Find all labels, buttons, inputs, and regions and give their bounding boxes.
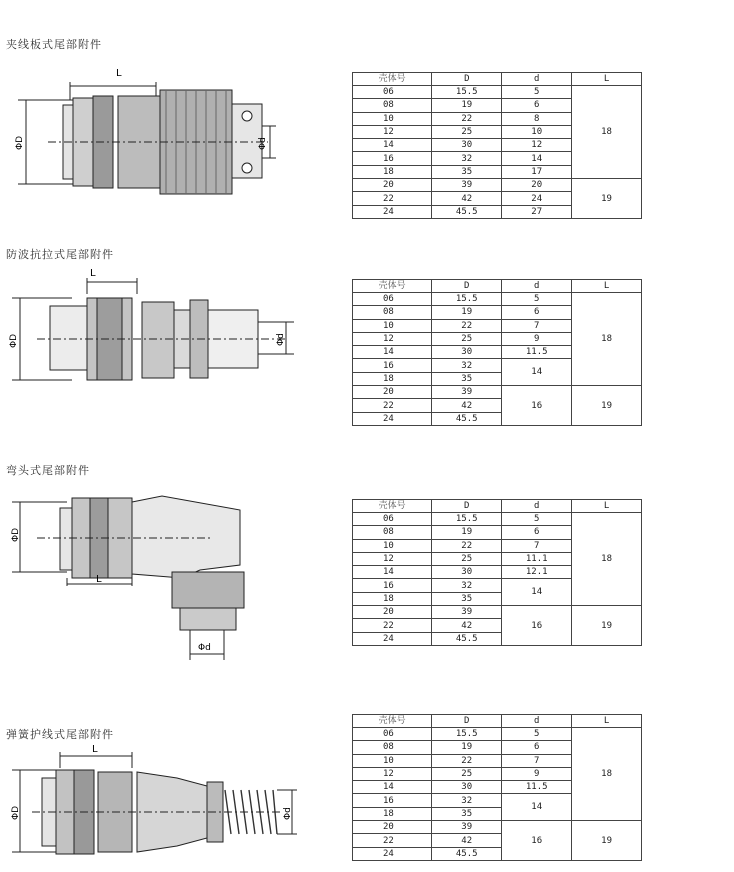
outer-diameter-label: ΦD (15, 135, 25, 150)
table-cell: 14 (502, 359, 572, 386)
table-cell: 10 (353, 539, 432, 552)
length-label: L (96, 574, 102, 585)
table-cell: 6 (502, 741, 572, 754)
section-title-spring: 弹簧护线式尾部附件 (6, 728, 114, 741)
table-cell: 42 (432, 399, 502, 412)
table-cell: 16 (353, 152, 432, 165)
table-cell: 9 (502, 767, 572, 780)
table-cell: 5 (502, 728, 572, 741)
table-cell: 18 (353, 592, 432, 605)
table-cell: 32 (432, 579, 502, 592)
section-title-clamp: 夹线板式尾部附件 (6, 38, 102, 51)
anti-pull-spec-table (352, 279, 642, 426)
table-cell: 06 (353, 513, 432, 526)
table-cell: 24 (353, 632, 432, 645)
table-cell: 18 (353, 372, 432, 385)
table-cell: 16 (353, 794, 432, 807)
table-cell: 24 (353, 205, 432, 218)
column-header: L (572, 500, 642, 513)
table-cell: 35 (432, 592, 502, 605)
table-cell: 7 (502, 539, 572, 552)
table-cell: 5 (502, 86, 572, 99)
table-row (353, 821, 642, 834)
table-cell: 16 (502, 821, 572, 861)
table-cell: 12 (353, 125, 432, 138)
table-cell: 6 (502, 99, 572, 112)
table-cell: 20 (353, 386, 432, 399)
table-cell: 20 (353, 179, 432, 192)
table-header-row (353, 715, 642, 728)
table-cell: 14 (502, 579, 572, 606)
table-cell: 22 (432, 319, 502, 332)
table-cell: 08 (353, 741, 432, 754)
table-cell: 22 (432, 112, 502, 125)
table-row (353, 513, 642, 526)
table-cell: 18 (572, 86, 642, 179)
table-cell: 30 (432, 346, 502, 359)
section-title-anti-pull: 防波抗拉式尾部附件 (6, 248, 114, 261)
table-cell: 24 (502, 192, 572, 205)
table-cell: 35 (432, 165, 502, 178)
table-cell: 42 (432, 192, 502, 205)
table-cell: 45.5 (432, 847, 502, 860)
outer-diameter-label: ΦD (11, 805, 21, 820)
table-cell: 11.5 (502, 781, 572, 794)
table-cell: 14 (353, 566, 432, 579)
table-cell: 06 (353, 86, 432, 99)
table-cell: 10 (502, 125, 572, 138)
table-cell: 25 (432, 332, 502, 345)
table-cell: 18 (353, 807, 432, 820)
table-cell: 19 (572, 821, 642, 861)
column-header: d (502, 715, 572, 728)
spring-guard-connector-diagram (12, 742, 302, 862)
table-cell: 6 (502, 526, 572, 539)
table-cell: 7 (502, 319, 572, 332)
table-cell: 45.5 (432, 205, 502, 218)
table-cell: 42 (432, 619, 502, 632)
table-cell: 8 (502, 112, 572, 125)
table-cell: 42 (432, 834, 502, 847)
table-cell: 14 (353, 781, 432, 794)
table-cell: 19 (572, 386, 642, 426)
clamp-spec-table (352, 72, 642, 219)
table-cell: 22 (432, 754, 502, 767)
inner-diameter-label: Φd (198, 643, 211, 653)
table-cell: 35 (432, 807, 502, 820)
table-row (353, 606, 642, 619)
length-label: L (90, 268, 96, 279)
anti-pull-connector-diagram (9, 266, 297, 386)
table-cell: 16 (353, 359, 432, 372)
table-cell: 39 (432, 386, 502, 399)
column-header: d (502, 500, 572, 513)
outer-diameter-label: ΦD (9, 333, 19, 348)
inner-diameter-label: Φd (276, 333, 286, 346)
column-header: 壳体号 (353, 715, 432, 728)
table-cell: 18 (572, 728, 642, 821)
table-cell: 16 (502, 606, 572, 646)
column-header: D (432, 500, 502, 513)
table-cell: 20 (353, 821, 432, 834)
table-cell: 30 (432, 781, 502, 794)
table-cell: 19 (432, 306, 502, 319)
table-cell: 25 (432, 552, 502, 565)
column-header: L (572, 715, 642, 728)
table-row (353, 293, 642, 306)
table-cell: 14 (502, 794, 572, 821)
table-cell: 16 (502, 386, 572, 426)
table-cell: 35 (432, 372, 502, 385)
table-cell: 20 (502, 179, 572, 192)
column-header: D (432, 715, 502, 728)
elbow-spec-table (352, 499, 642, 646)
table-cell: 32 (432, 152, 502, 165)
table-cell: 18 (353, 165, 432, 178)
table-cell: 45.5 (432, 632, 502, 645)
column-header: d (502, 73, 572, 86)
table-cell: 08 (353, 99, 432, 112)
table-cell: 19 (432, 741, 502, 754)
table-cell: 15.5 (432, 728, 502, 741)
table-cell: 9 (502, 332, 572, 345)
table-cell: 12 (353, 332, 432, 345)
table-cell: 11.1 (502, 552, 572, 565)
table-cell: 06 (353, 728, 432, 741)
table-cell: 24 (353, 847, 432, 860)
table-cell: 10 (353, 754, 432, 767)
table-row (353, 386, 642, 399)
column-header: L (572, 280, 642, 293)
table-cell: 12 (353, 767, 432, 780)
table-cell: 14 (353, 346, 432, 359)
table-cell: 08 (353, 306, 432, 319)
length-label: L (92, 744, 98, 755)
table-cell: 22 (353, 192, 432, 205)
table-cell: 22 (432, 539, 502, 552)
table-cell: 5 (502, 293, 572, 306)
outer-diameter-label: ΦD (11, 527, 21, 542)
inner-diameter-label: Φd (283, 807, 293, 820)
table-cell: 18 (572, 293, 642, 386)
table-cell: 12 (502, 139, 572, 152)
table-cell: 22 (353, 399, 432, 412)
table-cell: 17 (502, 165, 572, 178)
table-cell: 14 (353, 139, 432, 152)
table-cell: 32 (432, 359, 502, 372)
table-cell: 20 (353, 606, 432, 619)
table-cell: 30 (432, 139, 502, 152)
table-cell: 39 (432, 821, 502, 834)
table-row (353, 86, 642, 99)
table-cell: 15.5 (432, 86, 502, 99)
column-header: 壳体号 (353, 73, 432, 86)
column-header: 壳体号 (353, 280, 432, 293)
table-cell: 32 (432, 794, 502, 807)
table-cell: 12.1 (502, 566, 572, 579)
clamp-plate-connector-diagram (15, 60, 278, 195)
elbow-connector-diagram (12, 490, 257, 670)
table-cell: 10 (353, 319, 432, 332)
table-cell: 11.5 (502, 346, 572, 359)
inner-diameter-label: Φd (258, 137, 268, 150)
length-label: L (116, 68, 122, 79)
table-cell: 5 (502, 513, 572, 526)
table-cell: 30 (432, 566, 502, 579)
table-cell: 15.5 (432, 293, 502, 306)
column-header: D (432, 73, 502, 86)
table-cell: 19 (432, 526, 502, 539)
table-cell: 6 (502, 306, 572, 319)
table-header-row (353, 280, 642, 293)
spring-spec-table (352, 714, 642, 861)
table-cell: 27 (502, 205, 572, 218)
table-cell: 10 (353, 112, 432, 125)
table-cell: 7 (502, 754, 572, 767)
table-cell: 08 (353, 526, 432, 539)
table-cell: 25 (432, 125, 502, 138)
table-cell: 24 (353, 412, 432, 425)
table-row (353, 728, 642, 741)
table-cell: 25 (432, 767, 502, 780)
table-cell: 16 (353, 579, 432, 592)
table-cell: 39 (432, 606, 502, 619)
table-cell: 14 (502, 152, 572, 165)
table-cell: 22 (353, 834, 432, 847)
table-cell: 06 (353, 293, 432, 306)
column-header: 壳体号 (353, 500, 432, 513)
table-header-row (353, 73, 642, 86)
table-row (353, 179, 642, 192)
column-header: D (432, 280, 502, 293)
column-header: L (572, 73, 642, 86)
table-cell: 39 (432, 179, 502, 192)
table-header-row (353, 500, 642, 513)
table-cell: 19 (572, 179, 642, 219)
table-cell: 22 (353, 619, 432, 632)
table-cell: 18 (572, 513, 642, 606)
table-cell: 15.5 (432, 513, 502, 526)
table-cell: 45.5 (432, 412, 502, 425)
table-cell: 19 (432, 99, 502, 112)
table-cell: 19 (572, 606, 642, 646)
column-header: d (502, 280, 572, 293)
section-title-elbow: 弯头式尾部附件 (6, 464, 90, 477)
table-cell: 12 (353, 552, 432, 565)
